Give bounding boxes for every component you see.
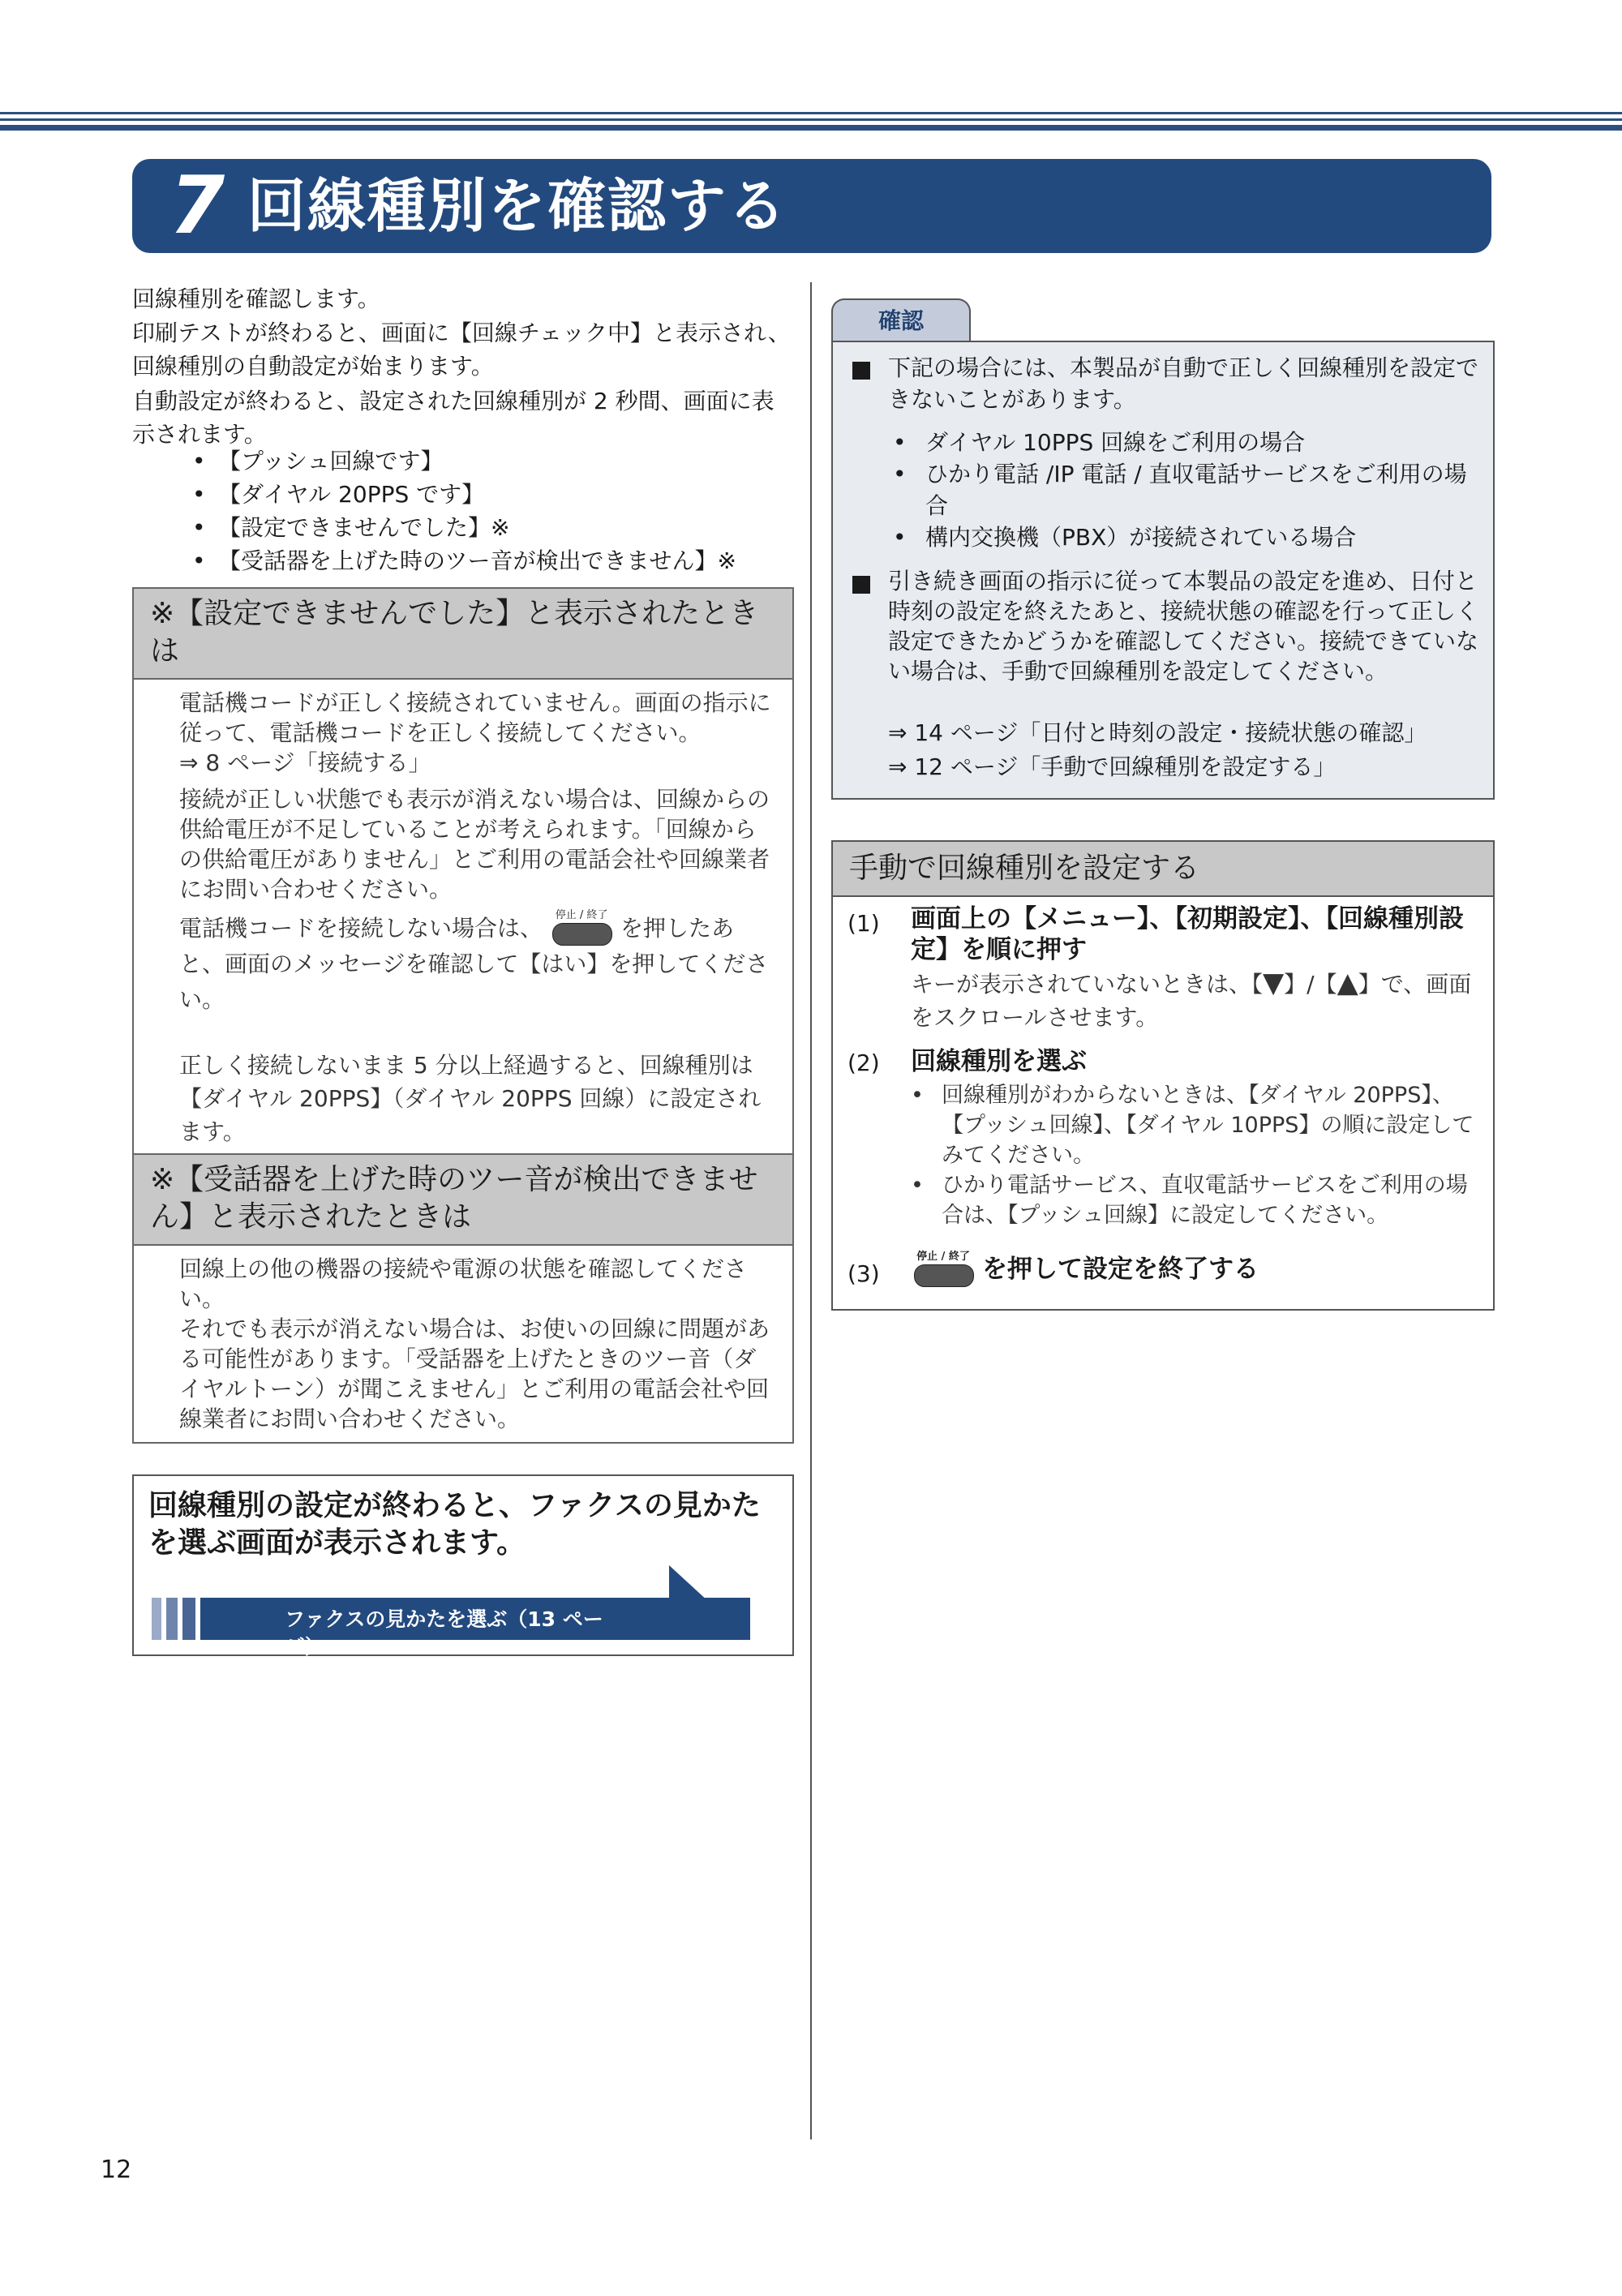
step-3-text: を押して設定を終了する: [982, 1255, 1259, 1284]
section-number: 7: [169, 160, 225, 252]
square-bullet-icon: [852, 362, 870, 380]
confirm-tab: 確認: [831, 298, 971, 342]
column-divider: [810, 282, 812, 2139]
cannot-set-text-2: 接続が正しい状態でも表示が消えない場合は、回線からの供給電圧が不足していることが考えられます。「回線からの供給電圧がありません」とご利用の電話会社や回線業者にお問い合わせください。: [179, 786, 770, 903]
confirm-item-1: 下記の場合には、本製品が自動で正しく回線種別を設定できないことがあります。: [888, 354, 1479, 413]
list-item: • ひかり電話サービス、直収電話サービスをご利用の場合は、【プッシュ回線】に設定してください。: [911, 1170, 1478, 1230]
step-2-title: 回線種別を選ぶ: [911, 1047, 1087, 1076]
next-step-link[interactable]: ファクスの見かたを選ぶ（13 ページ）: [285, 1607, 603, 1659]
no-dial-tone-box-title: ※【受話器を上げた時のツー音が検出できません】と表示されたときは: [134, 1153, 792, 1246]
cannot-set-text-1: 電話機コードが正しく接続されていません。画面の指示に従って、電話機コードを正しく接続してください。: [179, 689, 771, 746]
down-triangle-icon: ▼: [1263, 967, 1285, 999]
list-item: • ひかり電話 /IP 電話 / 直収電話サービスをご利用の場合: [893, 458, 1488, 521]
stop-key-icon: 停止 / 終了: [551, 913, 612, 946]
intro-bullet-list: [192, 444, 792, 577]
manual-setting-title: 手動で回線種別を設定する: [833, 842, 1493, 897]
page-number: 12: [101, 2156, 132, 2184]
manual-setting-box: [831, 840, 1495, 1311]
intro-paragraph-3: 自動設定が終わると、設定された回線種別が 2 秒間、画面に表示されます。: [132, 388, 775, 448]
no-dial-tone-text-2: それでも表示が消えない場合は、お使いの回線に問題がある可能性があります。「受話器を上げたときのツー音（ダイヤルトーン）が聞こえません」とご利用の電話会社や回線業者にお問い合わせください。: [179, 1315, 770, 1432]
header-rule-2: [0, 118, 1622, 121]
confirm-reference-2[interactable]: ⇒ 12 ページ「手動で回線種別を設定する」: [888, 753, 1337, 780]
confirm-item-2: 引き続き画面の指示に従って本製品の設定を進め、日付と時刻の設定を終えたあと、接続状態の確認を行って正しく設定できたかどうかを確認してください。接続できていない場合は、手動で回線種別を設定してください。: [888, 568, 1479, 685]
confirm-reference-1[interactable]: ⇒ 14 ページ「日付と時刻の設定・接続状態の確認」: [888, 719, 1427, 746]
up-triangle-icon: ▲: [1337, 967, 1358, 999]
next-step-callout: [132, 1474, 794, 1659]
step-1-title: 画面上の【メニュー】、【初期設定】、【回線種別設定】を順に押す: [911, 904, 1464, 964]
list-item: • ダイヤル 10PPS 回線をご利用の場合: [893, 427, 1488, 458]
header-rule-1: [0, 112, 1622, 114]
list-item: • 【ダイヤル 20PPS です】: [192, 478, 792, 511]
confirm-bullet-list: [893, 427, 1488, 553]
list-item: • 構内交換機（PBX）が接続されている場合: [893, 521, 1488, 553]
list-item: • 【プッシュ回線です】: [192, 444, 792, 478]
step-number: (2): [847, 1049, 880, 1076]
cannot-set-reference: ⇒ 8 ページ「接続する」: [179, 749, 431, 776]
step-number: (3): [847, 1260, 880, 1287]
cannot-set-box: [132, 587, 794, 1157]
no-dial-tone-text-1: 回線上の他の機器の接続や電源の状態を確認してください。: [179, 1255, 748, 1312]
list-item: • 【受話器を上げた時のツー音が検出できません】※: [192, 544, 792, 577]
cannot-set-text-4: 正しく接続しないまま 5 分以上経過すると、回線種別は【ダイヤル 20PPS】（ダイヤル 20PPS 回線）に設定されます。: [179, 1052, 762, 1145]
stripe-decoration: [152, 1598, 161, 1640]
stripe-decoration: [182, 1598, 195, 1640]
cannot-set-text-3: 電話機コードを接続しない場合は、 停止 / 終了 を押したあと、画面のメッセージを確認して【はい】を押してください。: [179, 909, 769, 1013]
section-title-bar: [132, 159, 1491, 253]
intro-paragraph-1: 回線種別を確認します。: [132, 285, 380, 312]
step-1-note: キーが表示されていないときは、【▼】/【▲】で、画面をスクロールさせます。: [911, 967, 1472, 1031]
list-item: • 【設定できませんでした】※: [192, 511, 792, 544]
cannot-set-box-title: ※【設定できませんでした】と表示されたときは: [134, 589, 792, 680]
step-3: [904, 1251, 1472, 1288]
square-bullet-icon: [852, 576, 870, 594]
stop-key-icon: 停止 / 終了: [912, 1255, 974, 1287]
stripe-decoration: [166, 1598, 178, 1640]
header-rule-3: [0, 125, 1622, 131]
confirm-box: [831, 341, 1495, 800]
no-dial-tone-box: [132, 1153, 794, 1444]
list-item: • 回線種別がわからないときは、【ダイヤル 20PPS】、【プッシュ回線】、【ダイヤル 10PPS】の順に設定してみてください。: [911, 1080, 1478, 1170]
step-2-bullets: [911, 1080, 1478, 1230]
page-title: 回線種別を確認する: [247, 172, 788, 240]
step-number: (1): [847, 910, 880, 937]
next-step-title: 回線種別の設定が終わると、ファクスの見かたを選ぶ画面が表示されます。: [148, 1489, 761, 1560]
intro-paragraph-2: 印刷テストが終わると、画面に【回線チェック中】と表示され、回線種別の自動設定が始まります。: [132, 320, 791, 380]
